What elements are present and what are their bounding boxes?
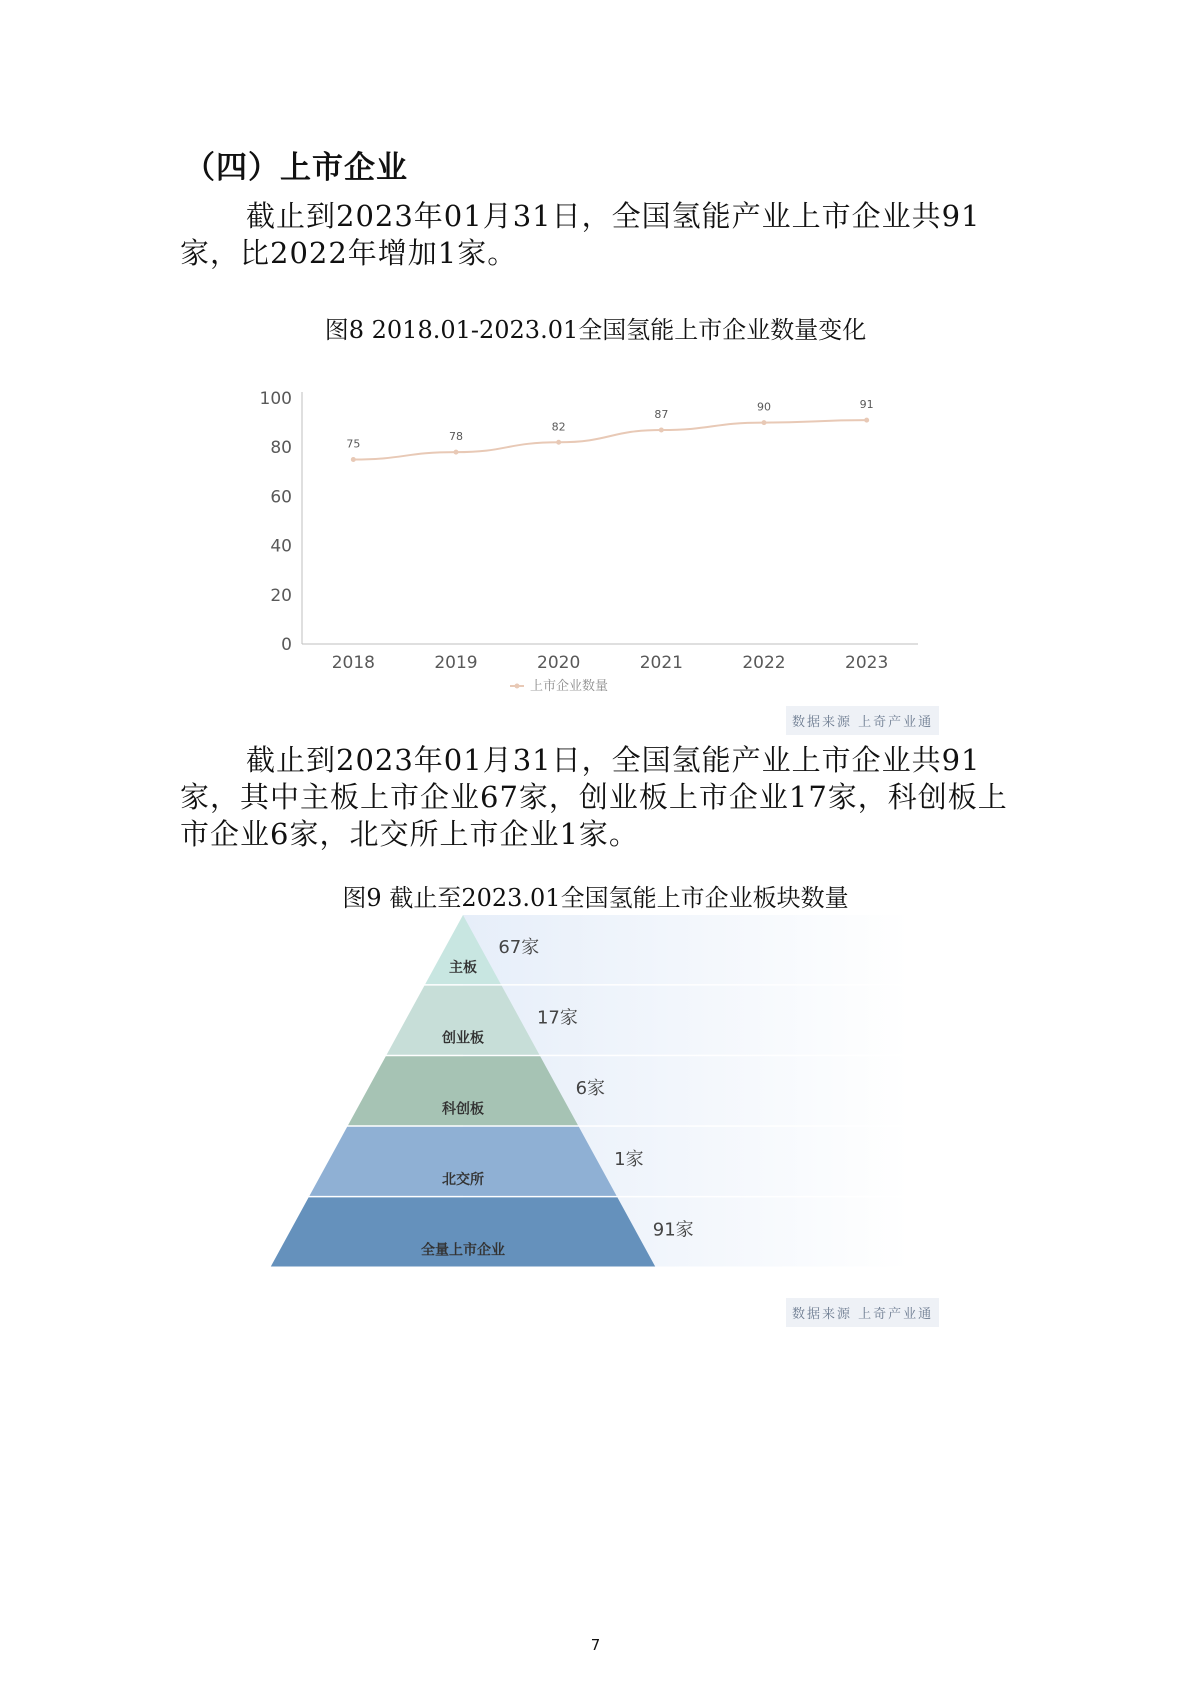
data-point [659,427,664,432]
data-label: 90 [757,400,771,414]
paragraph-board-breakdown [180,742,1020,853]
x-tick-label: 2022 [742,653,786,673]
legend-marker [515,684,520,689]
listed-companies-line-chart [230,380,940,700]
level-label: 创业板 [442,1030,484,1047]
data-label: 87 [654,407,669,421]
figure9-source: 数据来源 上奇产业通 [786,1298,939,1327]
level-value-label: 67家 [498,937,540,958]
level-label: 科创板 [442,1101,484,1118]
data-point [351,457,356,462]
legend-label: 上市企业数量 [530,679,609,694]
x-tick-label: 2019 [434,653,478,673]
data-label: 78 [449,430,463,444]
x-tick-label: 2018 [331,653,375,673]
y-tick-label: 0 [281,635,292,655]
data-point [556,440,561,445]
x-tick-label: 2020 [537,653,581,673]
data-point [454,450,459,455]
y-tick-label: 80 [270,438,292,459]
board-pyramid-chart [270,915,910,1305]
data-label: 82 [551,420,566,434]
level-value-label: 91家 [652,1219,694,1241]
y-tick-label: 60 [270,487,292,508]
x-tick-label: 2023 [845,653,889,673]
data-point [864,418,869,423]
y-tick-label: 100 [259,389,292,409]
figure8-source: 数据来源 上奇产业通 [786,706,939,735]
page-number: 7 [590,1636,601,1654]
paragraph-listed-total [180,198,1020,272]
level-value-label: 1家 [614,1148,644,1170]
level-label: 全量上市企业 [421,1242,505,1259]
level-label: 主板 [449,960,477,977]
level-value-label: 6家 [575,1078,606,1100]
level-value-label: 17家 [536,1007,578,1029]
x-tick-label: 2021 [639,653,683,673]
figure8-caption: 图8 2018.01-2023.01全国氢能上市企业数量变化 [324,316,867,344]
figure9-caption: 图9 截止至2023.01全国氢能上市企业板块数量 [342,884,849,912]
paragraph-text: 截止到2023年01月31日，全国氢能产业上市企业共91家，比2022年增加1家。 [180,199,981,270]
data-label: 91 [859,398,874,412]
level-label: 北交所 [442,1171,484,1188]
section-heading: （四）上市企业 [184,150,408,186]
data-label: 75 [346,437,361,451]
data-point [762,420,767,425]
y-tick-label: 40 [270,536,292,557]
y-tick-label: 20 [270,585,292,606]
series-line [353,420,866,459]
paragraph-text: 截止到2023年01月31日，全国氢能产业上市企业共91家，其中主板上市企业67家，创业板上市企业17家，科创板上市企业6家，北交所上市企业1家。 [180,743,1008,851]
